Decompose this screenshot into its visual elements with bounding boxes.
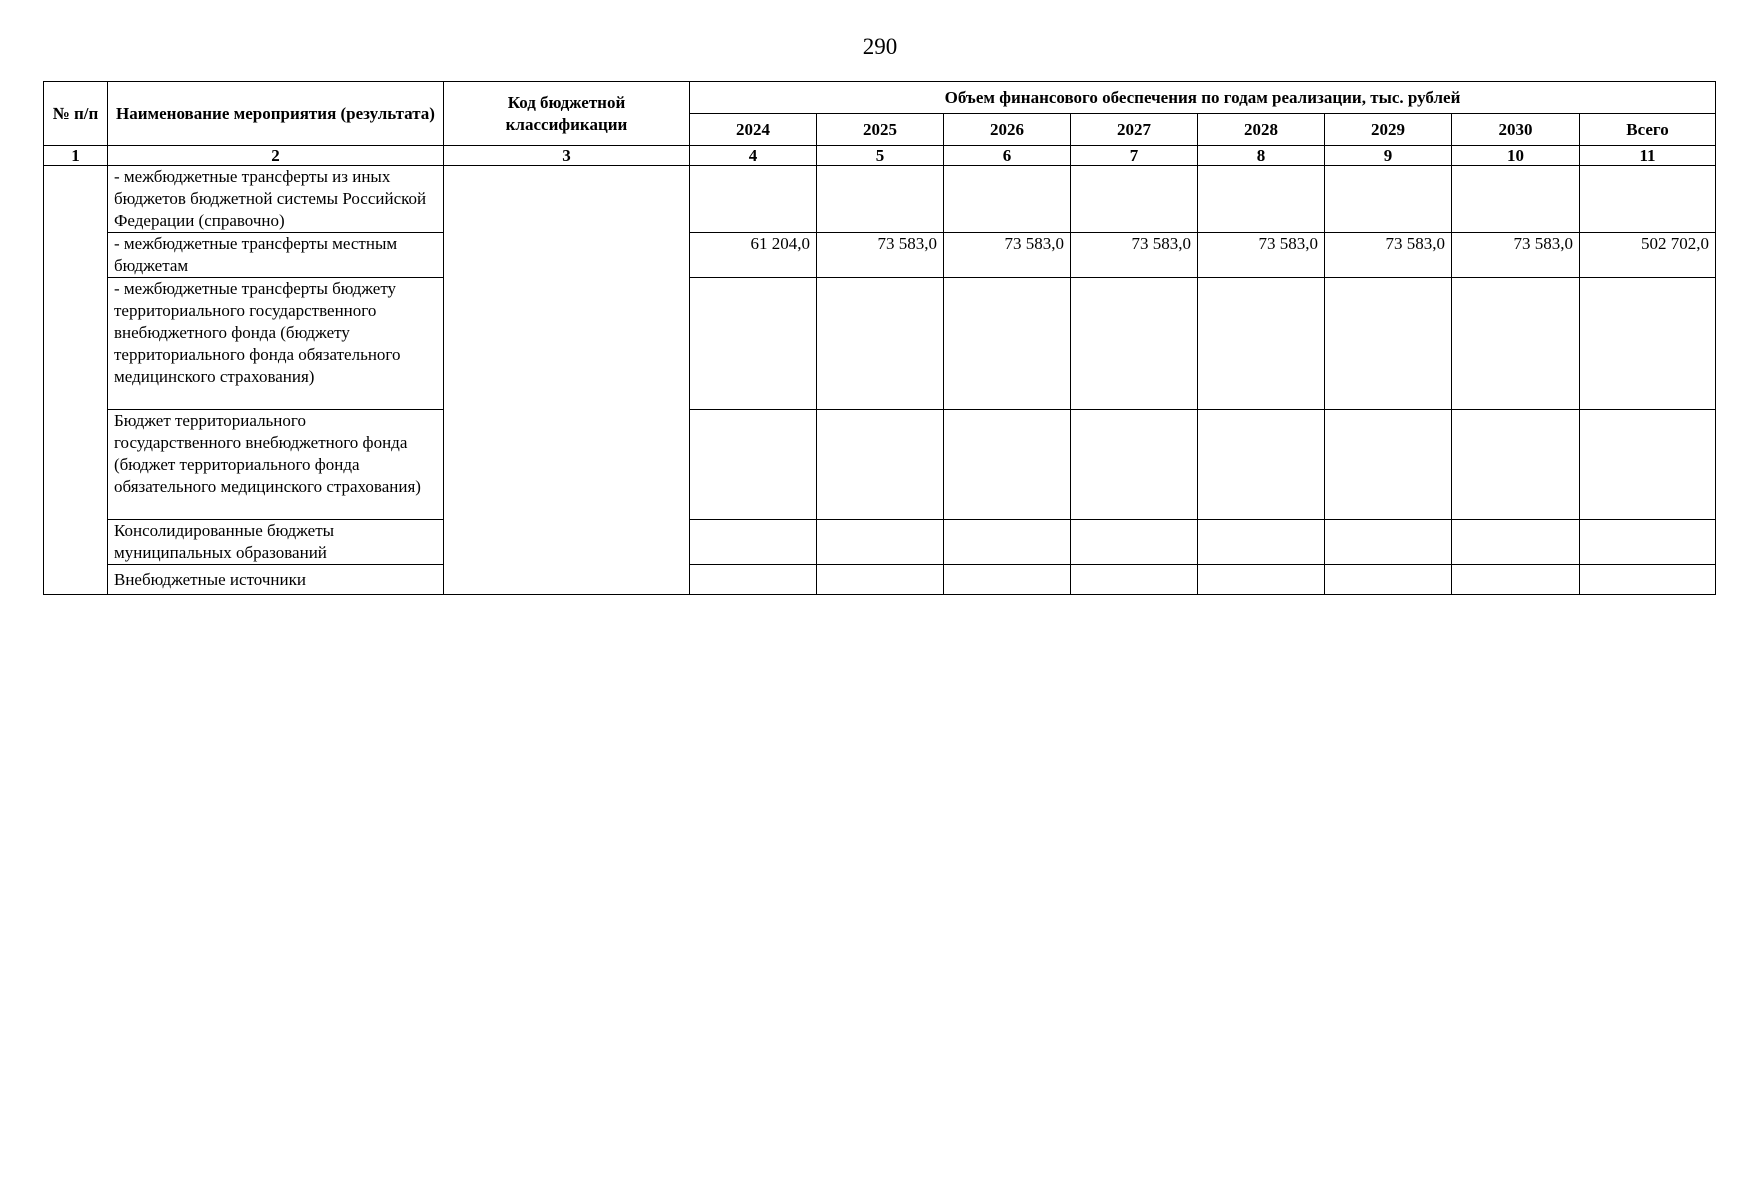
value-cell <box>817 520 944 565</box>
header-funding-group: Объем финансового обеспечения по годам реализации, тыс. рублей <box>690 82 1716 114</box>
row-number-cell <box>44 166 108 595</box>
header-year: 2028 <box>1198 114 1325 146</box>
page-number: 290 <box>862 34 898 59</box>
header-total: Всего <box>1580 114 1716 146</box>
table-row <box>44 166 1716 233</box>
table-row <box>44 278 1716 410</box>
row-name: Бюджет территориального государственного внебюджетного фонда (бюджет территориального фонда обязательного медицинского страхования) <box>108 410 444 520</box>
column-number: 2 <box>108 146 444 166</box>
value-cell <box>944 565 1071 595</box>
budget-code-cell <box>444 166 690 595</box>
value-cell <box>817 565 944 595</box>
value-cell <box>817 278 944 410</box>
header-year: 2026 <box>944 114 1071 146</box>
value-cell <box>1198 166 1325 233</box>
row-name: Консолидированные бюджеты муниципальных образований <box>108 520 444 565</box>
value-cell <box>1198 520 1325 565</box>
table-row <box>44 520 1716 565</box>
header-year: 2025 <box>817 114 944 146</box>
total-cell <box>1580 565 1716 595</box>
value-cell <box>1452 166 1580 233</box>
value-cell <box>944 278 1071 410</box>
column-number: 8 <box>1198 146 1325 166</box>
value-cell <box>1071 278 1198 410</box>
row-name: - межбюджетные трансферты бюджету территориального государственного внебюджетного фонда (бюджету территориального фонда обязательного медицинского страхования) <box>108 278 444 410</box>
value-cell <box>1452 410 1580 520</box>
row-name: Внебюджетные источники <box>108 565 444 595</box>
value-cell: 73 583,0 <box>1325 233 1452 278</box>
value-cell <box>944 520 1071 565</box>
value-cell <box>944 166 1071 233</box>
value-cell <box>690 520 817 565</box>
value-cell <box>690 410 817 520</box>
value-cell: 73 583,0 <box>1071 233 1198 278</box>
value-cell <box>817 166 944 233</box>
header-year: 2027 <box>1071 114 1198 146</box>
value-cell <box>1198 410 1325 520</box>
value-cell: 73 583,0 <box>1198 233 1325 278</box>
value-cell <box>690 166 817 233</box>
header-year: 2029 <box>1325 114 1452 146</box>
value-cell <box>1325 410 1452 520</box>
column-number: 4 <box>690 146 817 166</box>
column-number: 6 <box>944 146 1071 166</box>
header-code: Код бюджетной классификации <box>444 82 690 146</box>
total-cell: 502 702,0 <box>1580 233 1716 278</box>
value-cell: 73 583,0 <box>944 233 1071 278</box>
value-cell <box>1325 520 1452 565</box>
column-number: 5 <box>817 146 944 166</box>
column-number: 3 <box>444 146 690 166</box>
total-cell <box>1580 410 1716 520</box>
value-cell <box>1071 410 1198 520</box>
value-cell <box>944 410 1071 520</box>
value-cell <box>1071 565 1198 595</box>
value-cell <box>1198 278 1325 410</box>
value-cell <box>1325 565 1452 595</box>
total-cell <box>1580 520 1716 565</box>
value-cell: 73 583,0 <box>817 233 944 278</box>
value-cell <box>1071 520 1198 565</box>
value-cell <box>1452 520 1580 565</box>
value-cell: 73 583,0 <box>1452 233 1580 278</box>
total-cell <box>1580 278 1716 410</box>
value-cell <box>690 278 817 410</box>
column-number: 1 <box>44 146 108 166</box>
row-name: - межбюджетные трансферты местным бюджетам <box>108 233 444 278</box>
value-cell: 61 204,0 <box>690 233 817 278</box>
total-cell <box>1580 166 1716 233</box>
value-cell <box>1325 166 1452 233</box>
header-year: 2030 <box>1452 114 1580 146</box>
header-year: 2024 <box>690 114 817 146</box>
value-cell <box>1452 565 1580 595</box>
value-cell <box>817 410 944 520</box>
funding-table <box>43 81 1716 595</box>
column-number: 11 <box>1580 146 1716 166</box>
table-row <box>44 233 1716 278</box>
value-cell <box>690 565 817 595</box>
value-cell <box>1071 166 1198 233</box>
table-row <box>44 410 1716 520</box>
column-number: 9 <box>1325 146 1452 166</box>
value-cell <box>1452 278 1580 410</box>
column-number: 10 <box>1452 146 1580 166</box>
header-num: № п/п <box>44 82 108 146</box>
column-number: 7 <box>1071 146 1198 166</box>
header-name: Наименование мероприятия (результата) <box>108 82 444 146</box>
table-row <box>44 565 1716 595</box>
value-cell <box>1325 278 1452 410</box>
row-name: - межбюджетные трансферты из иных бюджетов бюджетной системы Российской Федерации (справочно) <box>108 166 444 233</box>
value-cell <box>1198 565 1325 595</box>
